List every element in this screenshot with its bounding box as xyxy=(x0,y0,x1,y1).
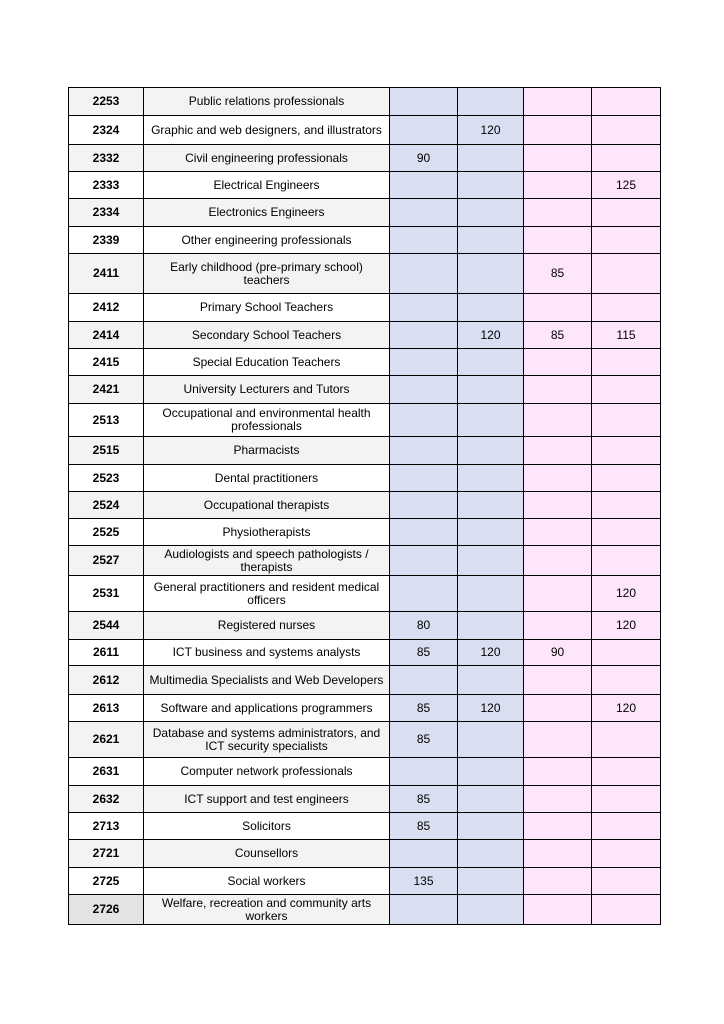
occupation-code-cell: 2421 xyxy=(69,376,144,404)
occupation-code-cell: 2253 xyxy=(69,88,144,116)
value-col-4-cell xyxy=(592,546,661,576)
occupation-code-cell: 2525 xyxy=(69,519,144,546)
value-col-1-cell xyxy=(390,576,458,612)
table-row xyxy=(69,813,661,840)
occupation-code-cell: 2412 xyxy=(69,294,144,322)
value-col-1-cell: 85 xyxy=(390,813,458,840)
occupation-title-cell: Software and applications programmers xyxy=(144,695,390,722)
value-col-3-cell xyxy=(524,227,592,254)
value-col-1-cell xyxy=(390,465,458,492)
table-row xyxy=(69,294,661,322)
occupation-code-cell: 2725 xyxy=(69,868,144,895)
occupation-title-cell: Electronics Engineers xyxy=(144,199,390,227)
value-col-2-cell xyxy=(458,546,524,576)
occupation-title-cell: Public relations professionals xyxy=(144,88,390,116)
occupation-title-cell: Social workers xyxy=(144,868,390,895)
value-col-2-cell xyxy=(458,722,524,758)
value-col-4-cell xyxy=(592,199,661,227)
value-col-3-cell xyxy=(524,895,592,925)
value-col-3-cell xyxy=(524,813,592,840)
occupation-code-cell: 2531 xyxy=(69,576,144,612)
value-col-3-cell xyxy=(524,88,592,116)
value-col-4-cell xyxy=(592,895,661,925)
value-col-1-cell: 90 xyxy=(390,145,458,172)
value-col-1-cell xyxy=(390,758,458,786)
occupation-title-cell: Database and systems administrators, and ICT security specialists xyxy=(144,722,390,758)
value-col-3-cell xyxy=(524,695,592,722)
value-col-4-cell xyxy=(592,666,661,695)
value-col-3-cell xyxy=(524,868,592,895)
table-row xyxy=(69,640,661,666)
value-col-2-cell xyxy=(458,895,524,925)
occupation-title-cell: Electrical Engineers xyxy=(144,172,390,199)
value-col-3-cell: 85 xyxy=(524,254,592,294)
occupation-title-cell: Computer network professionals xyxy=(144,758,390,786)
value-col-1-cell: 85 xyxy=(390,786,458,813)
occupation-table-body xyxy=(69,88,661,925)
value-col-2-cell xyxy=(458,519,524,546)
value-col-1-cell xyxy=(390,437,458,465)
occupation-code-cell: 2621 xyxy=(69,722,144,758)
table-row xyxy=(69,145,661,172)
value-col-2-cell xyxy=(458,437,524,465)
occupation-code-cell: 2411 xyxy=(69,254,144,294)
value-col-3-cell xyxy=(524,786,592,813)
occupation-title-cell: Physiotherapists xyxy=(144,519,390,546)
value-col-4-cell xyxy=(592,294,661,322)
value-col-3-cell xyxy=(524,172,592,199)
occupation-code-cell: 2414 xyxy=(69,322,144,349)
occupation-code-cell: 2612 xyxy=(69,666,144,695)
value-col-1-cell xyxy=(390,322,458,349)
occupation-code-cell: 2523 xyxy=(69,465,144,492)
occupation-title-cell: General practitioners and resident medical officers xyxy=(144,576,390,612)
occupation-title-cell: Multimedia Specialists and Web Developers xyxy=(144,666,390,695)
table-row xyxy=(69,492,661,519)
table-row xyxy=(69,722,661,758)
occupation-title-cell: Civil engineering professionals xyxy=(144,145,390,172)
occupation-code-cell: 2339 xyxy=(69,227,144,254)
value-col-1-cell xyxy=(390,172,458,199)
table-row xyxy=(69,254,661,294)
value-col-2-cell xyxy=(458,840,524,868)
value-col-1-cell xyxy=(390,294,458,322)
value-col-2-cell xyxy=(458,88,524,116)
value-col-2-cell xyxy=(458,813,524,840)
value-col-1-cell xyxy=(390,666,458,695)
occupation-title-cell: Secondary School Teachers xyxy=(144,322,390,349)
occupation-code-cell: 2527 xyxy=(69,546,144,576)
value-col-3-cell xyxy=(524,404,592,437)
value-col-2-cell xyxy=(458,199,524,227)
occupation-code-cell: 2333 xyxy=(69,172,144,199)
table-row xyxy=(69,376,661,404)
value-col-1-cell: 135 xyxy=(390,868,458,895)
table-row xyxy=(69,322,661,349)
occupation-code-cell: 2631 xyxy=(69,758,144,786)
value-col-2-cell xyxy=(458,349,524,376)
occupation-title-cell: Dental practitioners xyxy=(144,465,390,492)
value-col-4-cell xyxy=(592,758,661,786)
value-col-3-cell xyxy=(524,376,592,404)
value-col-4-cell xyxy=(592,349,661,376)
table-row xyxy=(69,576,661,612)
occupation-title-cell: Welfare, recreation and community arts workers xyxy=(144,895,390,925)
occupation-code-cell: 2721 xyxy=(69,840,144,868)
value-col-2-cell: 120 xyxy=(458,640,524,666)
value-col-1-cell xyxy=(390,88,458,116)
value-col-4-cell xyxy=(592,813,661,840)
occupation-title-cell: Early childhood (pre-primary school) teachers xyxy=(144,254,390,294)
value-col-3-cell xyxy=(524,666,592,695)
value-col-3-cell xyxy=(524,576,592,612)
occupation-code-cell: 2513 xyxy=(69,404,144,437)
value-col-2-cell xyxy=(458,254,524,294)
value-col-1-cell xyxy=(390,895,458,925)
occupation-code-cell: 2524 xyxy=(69,492,144,519)
value-col-1-cell xyxy=(390,116,458,145)
value-col-4-cell: 120 xyxy=(592,612,661,640)
value-col-1-cell xyxy=(390,376,458,404)
value-col-2-cell xyxy=(458,666,524,695)
value-col-3-cell xyxy=(524,612,592,640)
value-col-3-cell xyxy=(524,492,592,519)
value-col-1-cell xyxy=(390,404,458,437)
table-row xyxy=(69,437,661,465)
table-row xyxy=(69,227,661,254)
table-row xyxy=(69,199,661,227)
occupation-code-cell: 2544 xyxy=(69,612,144,640)
value-col-3-cell xyxy=(524,722,592,758)
value-col-4-cell xyxy=(592,437,661,465)
value-col-1-cell: 80 xyxy=(390,612,458,640)
value-col-3-cell xyxy=(524,294,592,322)
value-col-4-cell xyxy=(592,640,661,666)
occupation-code-cell: 2611 xyxy=(69,640,144,666)
occupation-table xyxy=(68,87,661,925)
table-row xyxy=(69,868,661,895)
table-row xyxy=(69,758,661,786)
value-col-1-cell xyxy=(390,349,458,376)
value-col-3-cell xyxy=(524,116,592,145)
value-col-3-cell xyxy=(524,840,592,868)
value-col-2-cell xyxy=(458,404,524,437)
value-col-4-cell xyxy=(592,519,661,546)
value-col-2-cell xyxy=(458,172,524,199)
value-col-3-cell xyxy=(524,199,592,227)
occupation-title-cell: ICT support and test engineers xyxy=(144,786,390,813)
value-col-4-cell xyxy=(592,88,661,116)
value-col-2-cell xyxy=(458,465,524,492)
occupation-code-cell: 2632 xyxy=(69,786,144,813)
table-row xyxy=(69,519,661,546)
table-row xyxy=(69,172,661,199)
table-row xyxy=(69,88,661,116)
value-col-1-cell xyxy=(390,254,458,294)
table-row xyxy=(69,840,661,868)
occupation-title-cell: Occupational and environmental health professionals xyxy=(144,404,390,437)
table-row xyxy=(69,116,661,145)
occupation-title-cell: Registered nurses xyxy=(144,612,390,640)
value-col-1-cell: 85 xyxy=(390,722,458,758)
value-col-3-cell: 85 xyxy=(524,322,592,349)
occupation-title-cell: University Lecturers and Tutors xyxy=(144,376,390,404)
value-col-4-cell: 125 xyxy=(592,172,661,199)
table-row xyxy=(69,786,661,813)
value-col-2-cell: 120 xyxy=(458,116,524,145)
occupation-title-cell: Special Education Teachers xyxy=(144,349,390,376)
value-col-2-cell xyxy=(458,376,524,404)
value-col-4-cell: 115 xyxy=(592,322,661,349)
occupation-code-cell: 2415 xyxy=(69,349,144,376)
occupation-code-cell: 2726 xyxy=(69,895,144,925)
value-col-4-cell xyxy=(592,227,661,254)
value-col-4-cell xyxy=(592,116,661,145)
table-row xyxy=(69,404,661,437)
value-col-1-cell xyxy=(390,199,458,227)
occupation-title-cell: Occupational therapists xyxy=(144,492,390,519)
occupation-title-cell: Audiologists and speech pathologists / therapists xyxy=(144,546,390,576)
value-col-2-cell: 120 xyxy=(458,322,524,349)
occupation-title-cell: Solicitors xyxy=(144,813,390,840)
value-col-2-cell: 120 xyxy=(458,695,524,722)
value-col-2-cell xyxy=(458,576,524,612)
table-row xyxy=(69,695,661,722)
occupation-code-cell: 2324 xyxy=(69,116,144,145)
table-row xyxy=(69,465,661,492)
occupation-code-cell: 2713 xyxy=(69,813,144,840)
value-col-4-cell xyxy=(592,868,661,895)
value-col-2-cell xyxy=(458,294,524,322)
value-col-2-cell xyxy=(458,145,524,172)
value-col-3-cell xyxy=(524,758,592,786)
value-col-1-cell xyxy=(390,492,458,519)
value-col-1-cell: 85 xyxy=(390,695,458,722)
table-row xyxy=(69,546,661,576)
value-col-4-cell xyxy=(592,840,661,868)
value-col-4-cell: 120 xyxy=(592,576,661,612)
occupation-code-cell: 2613 xyxy=(69,695,144,722)
value-col-1-cell xyxy=(390,519,458,546)
value-col-3-cell xyxy=(524,349,592,376)
value-col-2-cell xyxy=(458,227,524,254)
value-col-3-cell xyxy=(524,437,592,465)
value-col-2-cell xyxy=(458,868,524,895)
value-col-3-cell xyxy=(524,145,592,172)
occupation-title-cell: ICT business and systems analysts xyxy=(144,640,390,666)
occupation-title-cell: Pharmacists xyxy=(144,437,390,465)
value-col-2-cell xyxy=(458,786,524,813)
value-col-4-cell xyxy=(592,722,661,758)
value-col-3-cell xyxy=(524,519,592,546)
value-col-3-cell xyxy=(524,546,592,576)
table-row xyxy=(69,666,661,695)
value-col-2-cell xyxy=(458,758,524,786)
value-col-3-cell xyxy=(524,465,592,492)
value-col-4-cell xyxy=(592,786,661,813)
value-col-4-cell xyxy=(592,145,661,172)
value-col-4-cell: 120 xyxy=(592,695,661,722)
value-col-4-cell xyxy=(592,492,661,519)
value-col-1-cell: 85 xyxy=(390,640,458,666)
value-col-4-cell xyxy=(592,465,661,492)
value-col-1-cell xyxy=(390,227,458,254)
occupation-title-cell: Counsellors xyxy=(144,840,390,868)
table-row xyxy=(69,612,661,640)
occupation-title-cell: Primary School Teachers xyxy=(144,294,390,322)
table-row xyxy=(69,895,661,925)
value-col-4-cell xyxy=(592,254,661,294)
occupation-code-cell: 2334 xyxy=(69,199,144,227)
value-col-2-cell xyxy=(458,492,524,519)
occupation-title-cell: Graphic and web designers, and illustrators xyxy=(144,116,390,145)
occupation-code-cell: 2332 xyxy=(69,145,144,172)
value-col-1-cell xyxy=(390,840,458,868)
value-col-3-cell: 90 xyxy=(524,640,592,666)
value-col-4-cell xyxy=(592,404,661,437)
value-col-4-cell xyxy=(592,376,661,404)
occupation-title-cell: Other engineering professionals xyxy=(144,227,390,254)
value-col-1-cell xyxy=(390,546,458,576)
table-row xyxy=(69,349,661,376)
occupation-code-cell: 2515 xyxy=(69,437,144,465)
value-col-2-cell xyxy=(458,612,524,640)
